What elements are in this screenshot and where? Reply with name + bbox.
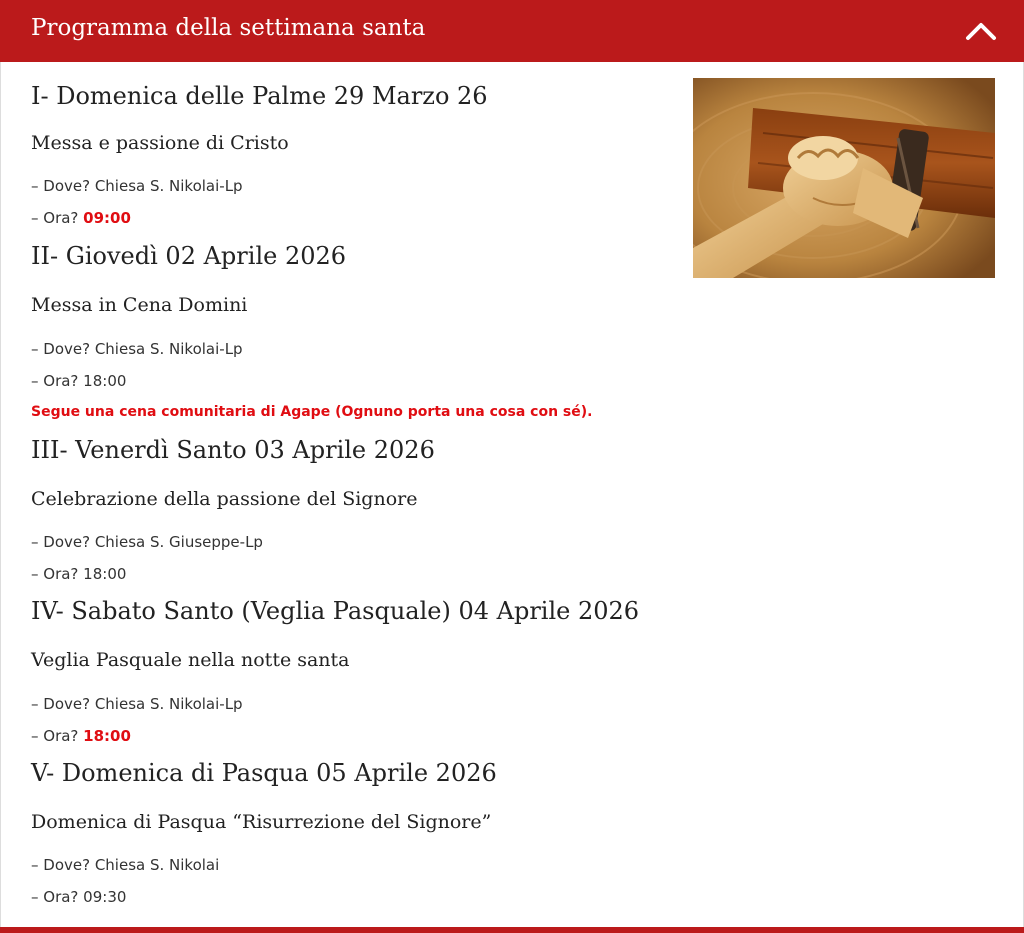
time-value: 18:00 [83,372,127,390]
time-label: – Ora? [31,727,84,745]
event-title: V- Domenica di Pasqua 05 Aprile 2026 [31,759,497,787]
event-location: – Dove? Chiesa S. Nikolai-Lp [31,340,243,358]
time-value: 18:00 [83,727,131,745]
event-location: – Dove? Chiesa S. Nikolai-Lp [31,695,243,713]
time-label: – Ora? [31,565,84,583]
time-value: 18:00 [83,565,127,583]
event-subtitle: Messa in Cena Domini [31,294,248,316]
time-label: – Ora? [31,209,84,227]
accordion-header[interactable] [0,0,1024,62]
time-value: 09:00 [83,209,131,227]
time-label: – Ora? [31,372,84,390]
chevron-up-icon[interactable] [965,16,997,46]
event-subtitle: Celebrazione della passione del Signore [31,488,418,510]
event-location: – Dove? Chiesa S. Nikolai [31,856,220,874]
event-time [31,372,126,390]
event-subtitle: Veglia Pasquale nella notte santa [31,649,350,671]
event-title: III- Venerdì Santo 03 Aprile 2026 [31,436,435,464]
event-title: II- Giovedì 02 Aprile 2026 [31,242,347,270]
event-subtitle: Messa e passione di Cristo [31,132,289,154]
accordion-title: Programma della settimana santa [31,15,426,41]
event-time [31,888,126,906]
event-location: – Dove? Chiesa S. Nikolai-Lp [31,177,243,195]
event-time [31,727,131,745]
time-label: – Ora? [31,888,84,906]
event-location: – Dove? Chiesa S. Giuseppe-Lp [31,533,263,551]
event-time [31,209,131,227]
time-value: 09:30 [83,888,127,906]
accordion-bottom-border [0,927,1024,933]
event-note: Segue una cena comunitaria di Agape (Ognuno porta una cosa con sé). [31,404,593,420]
carved-hands-image [693,78,995,278]
event-subtitle: Domenica di Pasqua “Risurrezione del Signore” [31,811,492,833]
event-title: IV- Sabato Santo (Veglia Pasquale) 04 Aprile 2026 [31,597,640,625]
event-title: I- Domenica delle Palme 29 Marzo 26 [31,82,488,110]
event-time [31,565,126,583]
